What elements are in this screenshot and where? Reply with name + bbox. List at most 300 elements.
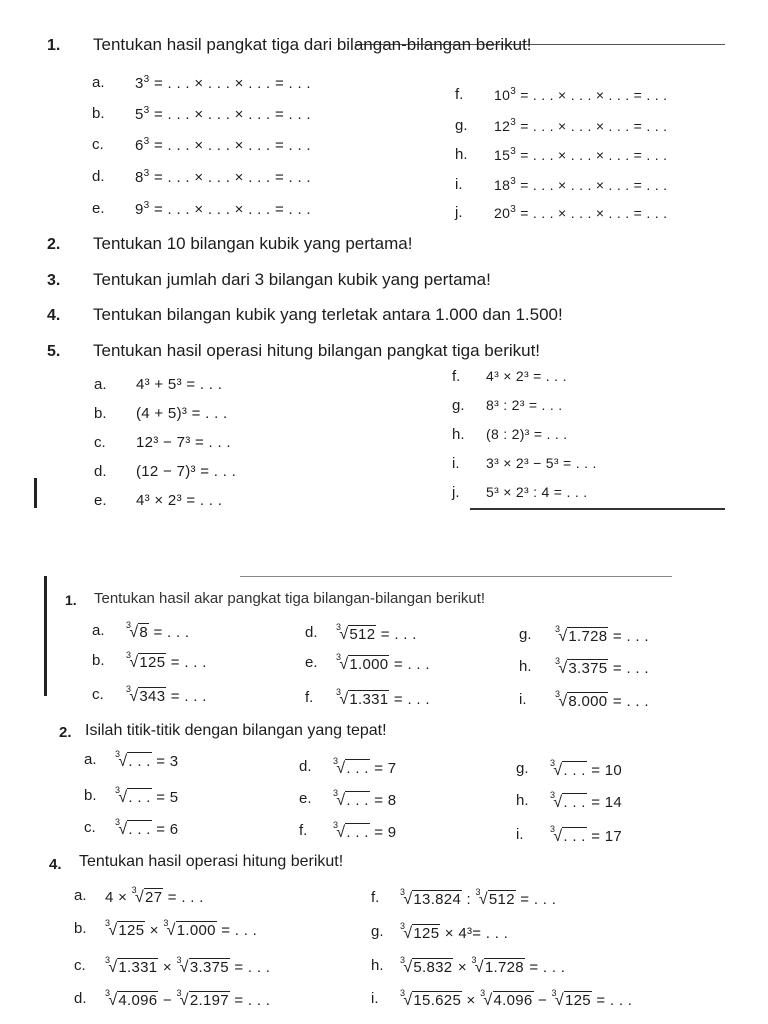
p2-q1-item-root-sign: √ (558, 693, 568, 710)
q5-item-expr: 5³ × 2³ : 4 = . . . (486, 484, 588, 500)
p2-q4-item-root2-index: 3 (475, 887, 481, 897)
p2-q4-item-root1-sign: √ (108, 992, 118, 1009)
p2-q2-item-root-index: 3 (550, 824, 556, 834)
bottom-rule (470, 508, 725, 510)
q5-item-label: e. (94, 492, 107, 509)
q1-item-rest: = . . . × . . . × . . . = . . . (516, 87, 668, 103)
q1-item-exp: 3 (143, 136, 150, 147)
p2-q2-item-label: g. (516, 760, 529, 777)
q1-item-label: b. (92, 105, 105, 122)
p2-q1-item-root (555, 656, 608, 678)
p2-q2-item-rest: = 14 (586, 794, 623, 811)
q5-item-expr: 4³ × 2³ = . . . (136, 492, 223, 509)
p2-q1-item-root-index: 3 (555, 656, 561, 666)
p2-q4-item-root2-sign: √ (474, 959, 484, 976)
q1-item-expr (135, 105, 311, 123)
p2-q1-item-root-index: 3 (126, 650, 132, 660)
p2-q2-item-label: d. (299, 758, 312, 775)
p2-q1-item-label: f. (305, 689, 314, 706)
p2-q4-number: 4. (49, 856, 62, 873)
p2-q4-item-root1-radicand: 13.824 (413, 891, 462, 908)
p2-q4-item-root1-index: 3 (400, 955, 406, 965)
p2-q4-item-root2-radicand: 3.375 (189, 959, 229, 976)
q1-item-label: g. (455, 117, 468, 134)
p2-q1-item-expr (126, 620, 189, 642)
p2-q2-item-root-radicand: . . . (563, 794, 586, 811)
p2-q4-item-root1-index: 3 (105, 918, 111, 928)
q1-item-exp: 3 (510, 146, 517, 157)
p2-q4-item-root2-sign: √ (179, 992, 189, 1009)
p2-q2-item-root-index: 3 (333, 820, 339, 830)
q1-item-rest: = . . . × . . . × . . . = . . . (149, 137, 311, 154)
p2-q4-item-root2-index: 3 (471, 955, 477, 965)
p2-q2-item-root-index: 3 (115, 817, 121, 827)
p2-q2-item-root-sign: √ (553, 762, 563, 779)
p2-q1-item-expr (336, 687, 430, 709)
p2-q2-item-root (550, 758, 587, 780)
p2-q1-item-expr (336, 622, 417, 644)
p2-q1-item-label: i. (519, 691, 527, 708)
p2-q4-item-root1-sign: √ (108, 922, 118, 939)
p2-q1-item-root-radicand: 512 (349, 626, 376, 643)
p2-q2-item-root-radicand: . . . (128, 789, 151, 806)
p2-q4-item-root1-sign: √ (403, 925, 413, 942)
p2-q2-item-rest: = 6 (151, 821, 179, 838)
p2-q1-item-rest: = . . . (389, 691, 430, 708)
p2-q1-item-rest: = . . . (608, 628, 649, 645)
q1-text: Tentukan hasil pangkat tiga dari bilangan-bilangan berikut! (93, 35, 532, 54)
p2-q2-item-expr (333, 820, 396, 842)
p2-q2-item-root-radicand: . . . (346, 824, 369, 841)
q1-item-rest: = . . . × . . . × . . . = . . . (149, 106, 311, 123)
p2-q4-item-root2 (176, 955, 229, 977)
p2-q1-item-expr (555, 689, 649, 711)
p2-q1-item-root-index: 3 (336, 652, 342, 662)
p2-q2-item-root-sign: √ (118, 821, 128, 838)
q1-item-label: j. (455, 204, 463, 221)
p2-q4-item-op: : (462, 891, 476, 908)
p2-q1-item-root-index: 3 (555, 689, 561, 699)
p2-q1-text: Tentukan hasil akar pangkat tiga bilangan-bilangan berikut! (94, 590, 486, 607)
part2-top-rule (240, 576, 672, 577)
q5-item-expr: 4³ + 5³ = . . . (136, 376, 223, 393)
p2-q1-number: 1. (65, 592, 77, 608)
p2-q4-item-root2 (480, 988, 533, 1010)
p2-q4-item-op2: − (533, 992, 552, 1009)
p2-q4-item-root1-index: 3 (400, 887, 406, 897)
p2-q2-item-root (115, 817, 152, 839)
p2-q1-item-root-radicand: 125 (139, 654, 166, 671)
q5-item-expr: 12³ − 7³ = . . . (136, 434, 231, 451)
p2-q1-item-root-radicand: 3.375 (568, 660, 608, 677)
q5-item-label: f. (452, 368, 461, 385)
p2-q1-item-root (336, 687, 389, 709)
p2-q1-item-rest: = . . . (608, 660, 649, 677)
q3-text: Tentukan jumlah dari 3 bilangan kubik yang pertama! (93, 270, 491, 289)
p2-q4-item-root1-sign: √ (403, 891, 413, 908)
q1-item-expr (135, 74, 311, 92)
p2-q4-item-root2-index: 3 (480, 988, 486, 998)
p2-q2-item-root-sign: √ (118, 753, 128, 770)
p2-q2-item-root (333, 820, 370, 842)
p2-q2-item-root (333, 788, 370, 810)
p2-q1-item-rest: = . . . (166, 688, 207, 705)
p2-q4-item-label: f. (371, 889, 380, 906)
p2-q4-item-root1-radicand: 5.832 (413, 959, 453, 976)
q1-item-base: 9 (135, 201, 144, 218)
q1-item-rest: = . . . × . . . × . . . = . . . (149, 201, 311, 218)
p2-q4-item-rest: = . . . (515, 891, 557, 908)
p2-q2-item-root (550, 790, 587, 812)
p2-q1-item-root (126, 684, 166, 706)
p2-q4-item-root2 (176, 988, 229, 1010)
p2-q4-item-root2-radicand: 512 (488, 891, 515, 908)
q4-number: 4. (47, 307, 61, 324)
p2-q4-item-root3 (552, 988, 592, 1010)
p2-q4-item-root2-radicand: 1.000 (176, 922, 216, 939)
q1-item-rest: = . . . × . . . × . . . = . . . (149, 75, 311, 92)
p2-q1-item-expr (555, 656, 649, 678)
p2-q2-item-root (550, 824, 587, 846)
p2-q4-item-label: g. (371, 923, 384, 940)
p2-q4-item-root1-index: 3 (105, 988, 111, 998)
p2-q4-item-root1-index: 3 (105, 955, 111, 965)
q1-item-expr (494, 146, 667, 163)
p2-q2-item-root-index: 3 (115, 749, 121, 759)
q1-item-expr (135, 136, 311, 154)
p2-q4-item-root2 (476, 887, 516, 909)
p2-q2-item-rest: = 17 (586, 828, 623, 845)
p2-q2-item-root (115, 785, 152, 807)
p2-q2-item-expr (115, 817, 178, 839)
q1-item-expr (494, 86, 667, 103)
q1-item-base: 6 (135, 137, 144, 154)
p2-q4-item-expr (400, 988, 632, 1010)
q1-item-exp: 3 (510, 204, 517, 215)
q1-item-base: 3 (135, 75, 144, 92)
p2-q1-item-label: d. (305, 624, 318, 641)
p2-q1-item-root-index: 3 (336, 622, 342, 632)
q1-item-label: d. (92, 168, 105, 185)
p2-q1-item-root-sign: √ (129, 624, 139, 641)
p2-q1-item-label: b. (92, 652, 105, 669)
p2-q4-item-label: c. (74, 957, 86, 974)
left-edge-mark (34, 478, 37, 508)
p2-q1-item-root-radicand: 1.331 (349, 691, 389, 708)
p2-q1-item-expr (126, 650, 207, 672)
p2-q1-item-expr (555, 624, 649, 646)
q1-item-exp: 3 (510, 117, 517, 128)
p2-q4-item-root1-radicand: 125 (118, 922, 145, 939)
p2-q4-item-root2-sign: √ (478, 891, 488, 908)
p2-q4-item-root3-radicand: 125 (564, 992, 591, 1009)
p2-q4-item-root2-radicand: 4.096 (493, 992, 533, 1009)
q2-text: Tentukan 10 bilangan kubik yang pertama! (93, 234, 413, 253)
q5-item-expr: 3³ × 2³ − 5³ = . . . (486, 455, 597, 471)
p2-q1-item-label: a. (92, 622, 105, 639)
p2-q2-item-root-sign: √ (553, 828, 563, 845)
q3-number: 3. (47, 272, 61, 289)
p2-q4-item-label: a. (74, 887, 87, 904)
q1-item-exp: 3 (510, 86, 517, 97)
p2-q4-item-pre: 4 × (105, 889, 132, 906)
p2-q2-item-root-index: 3 (550, 790, 556, 800)
p2-q2-number: 2. (59, 724, 72, 741)
p2-q2-item-root-index: 3 (115, 785, 121, 795)
p2-q4-item-rest: = . . . (591, 992, 633, 1009)
q1-item-label: c. (92, 136, 104, 153)
p2-q4-item-root2-radicand: 1.728 (484, 959, 524, 976)
q5-item-label: h. (452, 426, 465, 443)
p2-q2-item-expr (550, 758, 622, 780)
p2-q1-item-root (336, 652, 389, 674)
p2-q1-item-rest: = . . . (149, 624, 190, 641)
q1-item-base: 18 (494, 177, 511, 193)
part2-left-edge (44, 576, 47, 696)
p2-q4-item-root3-sign: √ (554, 992, 564, 1009)
p2-q1-item-root-radicand: 1.000 (349, 656, 389, 673)
q5-item-expr: 8³ : 2³ = . . . (486, 397, 563, 413)
p2-q4-item-root2-sign: √ (179, 959, 189, 976)
q1-item-rest: = . . . × . . . × . . . = . . . (149, 169, 311, 186)
q1-item-base: 5 (135, 106, 144, 123)
p2-q1-item-root-sign: √ (558, 628, 568, 645)
q4-text: Tentukan bilangan kubik yang terletak antara 1.000 dan 1.500! (93, 305, 563, 324)
p2-q4-item-root1-radicand: 125 (413, 925, 440, 942)
p2-q2-text: Isilah titik-titik dengan bilangan yang tepat! (85, 722, 387, 739)
p2-q2-item-root-radicand: . . . (346, 792, 369, 809)
p2-q2-item-root-index: 3 (333, 756, 339, 766)
p2-q1-item-root-index: 3 (126, 620, 132, 630)
p2-q2-item-expr (333, 788, 396, 810)
p2-q4-item-root1 (400, 955, 453, 977)
p2-q1-item-root-sign: √ (339, 626, 349, 643)
p2-q1-item-expr (126, 684, 207, 706)
p2-q4-item-root2-index: 3 (163, 918, 169, 928)
p2-q2-item-root-radicand: . . . (563, 828, 586, 845)
p2-q1-item-label: g. (519, 626, 532, 643)
q1-item-expr (135, 168, 311, 186)
q5-text: Tentukan hasil operasi hitung bilangan pangkat tiga berikut! (93, 341, 541, 360)
p2-q1-item-root (555, 624, 608, 646)
p2-q4-item-rest: = . . . (229, 959, 271, 976)
p2-q2-item-root-sign: √ (336, 792, 346, 809)
p2-q1-item-root (336, 622, 376, 644)
q1-item-base: 10 (494, 87, 511, 103)
p2-q2-item-label: c. (84, 819, 96, 836)
q1-item-rest: = . . . × . . . × . . . = . . . (516, 147, 668, 163)
p2-q2-item-root-sign: √ (553, 794, 563, 811)
p2-q1-item-rest: = . . . (389, 656, 430, 673)
p2-q1-item-label: e. (305, 654, 318, 671)
p2-q4-item-expr (400, 955, 565, 977)
p2-q2-item-expr (115, 785, 178, 807)
p2-q1-item-root-sign: √ (339, 691, 349, 708)
p2-q4-item-root1 (400, 988, 462, 1010)
p2-q4-item-root2-index: 3 (176, 988, 182, 998)
p2-q4-item-root2-radicand: 2.197 (189, 992, 229, 1009)
q1-number: 1. (47, 37, 61, 54)
q1-item-expr (135, 200, 311, 218)
p2-q2-item-label: a. (84, 751, 97, 768)
p2-q1-item-label: c. (92, 686, 104, 703)
p2-q1-item-root (555, 689, 608, 711)
p2-q1-item-root-sign: √ (129, 688, 139, 705)
p2-q4-text: Tentukan hasil operasi hitung berikut! (79, 853, 344, 870)
q5-item-label: b. (94, 405, 107, 422)
q1-item-exp: 3 (143, 168, 150, 179)
p2-q1-item-rest: = . . . (608, 693, 649, 710)
p2-q4-item-root1-sign: √ (403, 959, 413, 976)
p2-q4-item-root1 (400, 887, 462, 909)
p2-q4-item-root2-sign: √ (483, 992, 493, 1009)
q1-item-label: h. (455, 146, 468, 163)
p2-q2-item-root (115, 749, 152, 771)
p2-q4-item-expr (105, 988, 270, 1010)
p2-q4-item-op: × 4³ (440, 925, 473, 942)
q5-item-label: a. (94, 376, 107, 393)
q5-item-expr: (12 − 7)³ = . . . (136, 463, 237, 480)
p2-q1-item-label: h. (519, 658, 532, 675)
p2-q2-item-label: f. (299, 822, 308, 839)
p2-q4-item-root1 (105, 955, 158, 977)
q1-item-base: 8 (135, 169, 144, 186)
q5-item-expr: 4³ × 2³ = . . . (486, 368, 567, 384)
p2-q2-item-label: b. (84, 787, 97, 804)
p2-q4-item-expr (400, 887, 556, 909)
p2-q2-item-expr (115, 749, 178, 771)
p2-q4-item-label: h. (371, 957, 384, 974)
p2-q4-item-root1 (105, 988, 158, 1010)
p2-q2-item-expr (550, 790, 622, 812)
p2-q1-item-root-radicand: 8 (139, 624, 149, 641)
p2-q1-item-root (126, 650, 166, 672)
p2-q1-item-root-radicand: 1.728 (568, 628, 608, 645)
p2-q4-item-root1-index: 3 (131, 885, 137, 895)
p2-q4-item-root1-radicand: 1.331 (118, 959, 158, 976)
p2-q2-item-root-sign: √ (336, 824, 346, 841)
p2-q1-item-root-sign: √ (339, 656, 349, 673)
p2-q4-item-root1 (132, 885, 164, 907)
p2-q1-item-rest: = . . . (376, 626, 417, 643)
p2-q4-item-root1-sign: √ (403, 992, 413, 1009)
p2-q1-item-expr (336, 652, 430, 674)
q5-item-label: i. (452, 455, 460, 472)
p2-q1-item-root-index: 3 (555, 624, 561, 634)
p2-q2-item-rest: = 5 (151, 789, 179, 806)
p2-q1-item-root-index: 3 (126, 684, 132, 694)
q1-item-expr (494, 117, 667, 134)
p2-q4-item-root2-sign: √ (166, 922, 176, 939)
q5-item-expr: (4 + 5)³ = . . . (136, 405, 228, 422)
q2-number: 2. (47, 236, 61, 253)
p2-q4-item-root2 (471, 955, 524, 977)
q1-item-expr (494, 176, 667, 193)
p2-q2-item-rest: = 10 (586, 762, 623, 779)
p2-q2-item-expr (333, 756, 396, 778)
p2-q4-item-root1-sign: √ (134, 889, 145, 906)
p2-q2-item-root (333, 756, 370, 778)
q5-item-expr: (8 : 2)³ = . . . (486, 426, 568, 442)
p2-q2-item-root-sign: √ (118, 789, 128, 806)
p2-q2-item-label: h. (516, 792, 529, 809)
p2-q4-item-root2 (163, 918, 216, 940)
q1-item-base: 15 (494, 147, 511, 163)
p2-q4-item-rest: = . . . (229, 992, 271, 1009)
p2-q1-item-root (126, 620, 149, 642)
p2-q4-item-expr (105, 918, 257, 940)
p2-q4-item-label: b. (74, 920, 87, 937)
q5-number: 5. (47, 343, 61, 360)
p2-q2-item-rest: = 3 (151, 753, 179, 770)
p2-q4-item-rest: = . . . (216, 922, 258, 939)
q1-item-label: e. (92, 200, 105, 217)
p2-q4-item-root2-index: 3 (176, 955, 182, 965)
p2-q4-item-root3-index: 3 (551, 988, 557, 998)
p2-q2-item-root-index: 3 (550, 758, 556, 768)
p2-q4-item-op: × (453, 959, 472, 976)
q1-item-exp: 3 (510, 176, 517, 187)
p2-q4-item-root1 (105, 918, 145, 940)
q1-item-base: 20 (494, 205, 511, 221)
p2-q4-item-label: i. (371, 990, 379, 1007)
q1-item-expr (494, 204, 667, 221)
p2-q2-item-root-radicand: . . . (128, 753, 151, 770)
p2-q2-item-rest: = 7 (369, 760, 397, 777)
p2-q2-item-expr (550, 824, 622, 846)
p2-q2-item-label: e. (299, 790, 312, 807)
q5-item-label: j. (452, 484, 460, 501)
p2-q4-item-op: × (145, 922, 164, 939)
p2-q4-item-root1-index: 3 (400, 921, 406, 931)
q1-item-rest: = . . . × . . . × . . . = . . . (516, 205, 668, 221)
p2-q2-item-rest: = 9 (369, 824, 397, 841)
q1-item-exp: 3 (143, 74, 150, 85)
p2-q1-item-rest: = . . . (166, 654, 207, 671)
q1-item-exp: 3 (143, 200, 150, 211)
q1-item-rest: = . . . × . . . × . . . = . . . (516, 118, 668, 134)
p2-q1-item-root-radicand: 343 (139, 688, 166, 705)
p2-q4-item-root1-radicand: 27 (145, 889, 163, 906)
p2-q2-item-root-sign: √ (336, 760, 346, 777)
q1-item-base: 12 (494, 118, 511, 134)
p2-q2-item-root-index: 3 (333, 788, 339, 798)
p2-q2-item-root-radicand: . . . (346, 760, 369, 777)
p2-q4-item-rest: = . . . (472, 925, 509, 942)
q1-item-rest: = . . . × . . . × . . . = . . . (516, 177, 668, 193)
p2-q4-item-op: × (158, 959, 177, 976)
p2-q2-item-root-radicand: . . . (128, 821, 151, 838)
p2-q1-item-root-sign: √ (558, 660, 568, 677)
p2-q1-item-root-index: 3 (336, 687, 342, 697)
p2-q4-item-root1-index: 3 (400, 988, 406, 998)
p2-q4-item-root1-radicand: 15.625 (413, 992, 462, 1009)
p2-q4-item-root1-radicand: 4.096 (118, 992, 158, 1009)
q1-item-label: a. (92, 74, 105, 91)
p2-q2-item-label: i. (516, 826, 524, 843)
p2-q4-item-rest: = . . . (163, 889, 204, 906)
p2-q4-item-label: d. (74, 990, 87, 1007)
p2-q4-item-expr (105, 955, 270, 977)
p2-q4-item-op: − (158, 992, 177, 1009)
q5-item-label: c. (94, 434, 106, 451)
p2-q4-item-expr (400, 921, 508, 943)
q1-item-exp: 3 (143, 105, 150, 116)
p2-q1-item-root-sign: √ (129, 654, 139, 671)
q5-item-label: g. (452, 397, 465, 414)
p2-q4-item-root1 (400, 921, 440, 943)
p2-q1-item-root-radicand: 8.000 (568, 693, 608, 710)
